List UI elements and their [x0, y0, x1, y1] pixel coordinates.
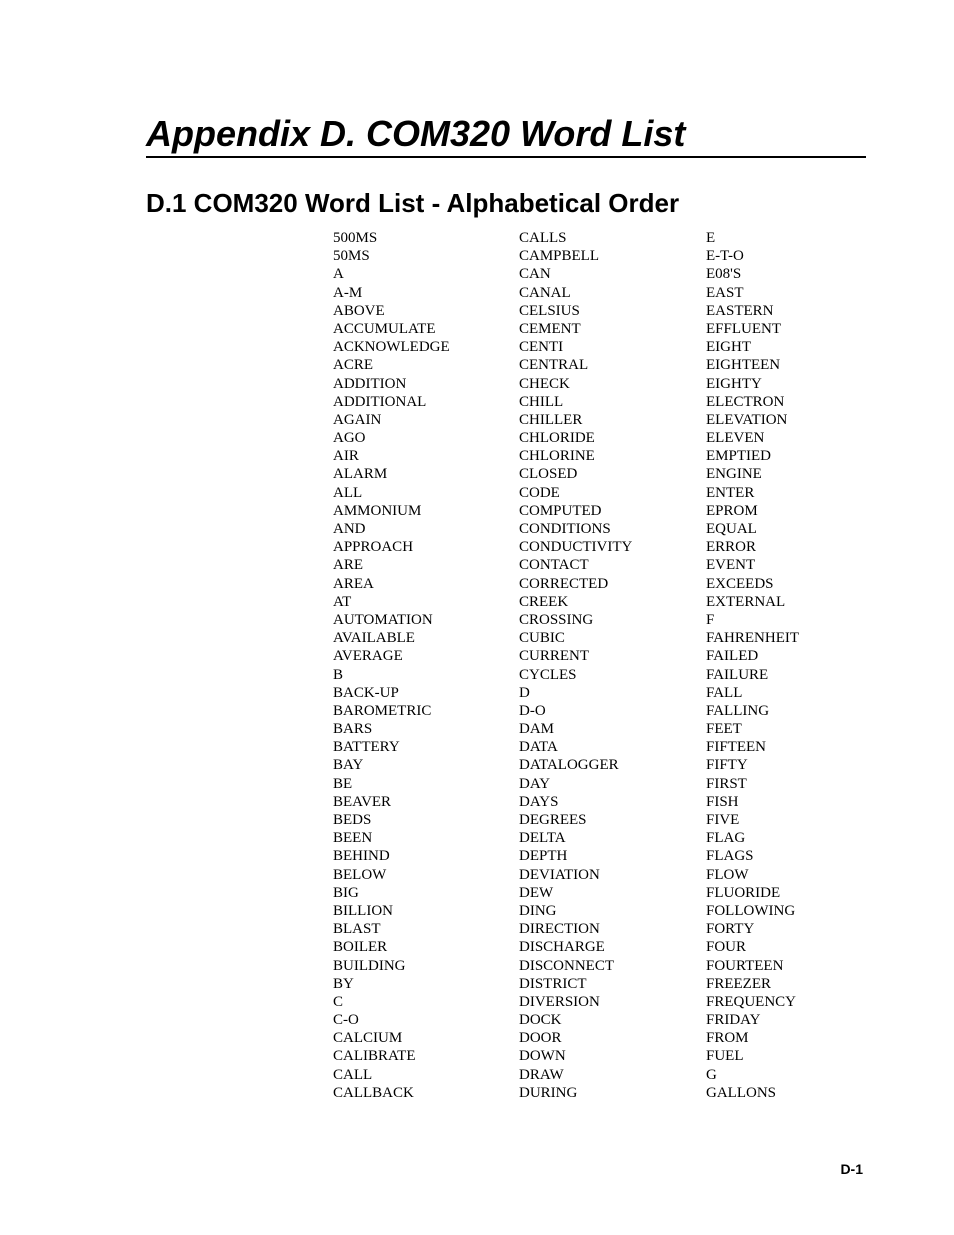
word-item: CROSSING	[519, 611, 594, 628]
word-item: CAMPBELL	[519, 248, 600, 265]
word-item: DOOR	[519, 1030, 562, 1047]
word-item: DIVERSION	[519, 993, 600, 1010]
word-item: EXCEEDS	[706, 575, 774, 592]
word-item: EPROM	[706, 502, 758, 519]
word-item: E	[706, 230, 716, 246]
word-item: ARE	[333, 557, 363, 574]
word-item: AVAILABLE	[333, 630, 415, 647]
word-item: FAHRENHEIT	[706, 630, 800, 647]
word-item: DISTRICT	[519, 975, 587, 992]
word-item: A-M	[333, 284, 363, 301]
word-item: AGAIN	[333, 411, 382, 428]
word-item: ALL	[333, 484, 363, 501]
word-item: CALLS	[519, 230, 567, 246]
word-item: FLAG	[706, 830, 746, 847]
word-item: CLOSED	[519, 466, 578, 483]
word-item: AREA	[333, 575, 374, 592]
word-item: FALL	[706, 684, 743, 701]
word-item: DOWN	[519, 1048, 566, 1065]
word-item: EAST	[706, 284, 744, 301]
word-item: ACKNOWLEDGE	[333, 339, 450, 356]
word-item: FLAGS	[706, 848, 754, 865]
word-item: FREEZER	[706, 975, 772, 992]
word-item: F	[706, 611, 715, 628]
word-item: AIR	[333, 448, 359, 465]
word-item: BEAVER	[333, 793, 392, 810]
word-item: DAM	[519, 721, 555, 738]
word-item: AT	[333, 593, 352, 610]
word-item: CAN	[519, 266, 551, 283]
word-item: BAY	[333, 757, 364, 774]
word-item: ELECTRON	[706, 393, 785, 410]
word-item: CUBIC	[519, 630, 565, 647]
word-item: FUEL	[706, 1048, 744, 1065]
word-item: BELOW	[333, 866, 387, 883]
word-item: AGO	[333, 430, 366, 447]
word-item: 50MS	[333, 248, 370, 265]
word-item: CEMENT	[519, 320, 581, 337]
word-item: DELTA	[519, 830, 566, 847]
word-item: BE	[333, 775, 353, 792]
word-item: E08'S	[706, 266, 742, 283]
word-item: FLOW	[706, 866, 749, 883]
word-item: ELEVATION	[706, 411, 788, 428]
word-item: BATTERY	[333, 739, 400, 756]
word-item: CALL	[333, 1066, 373, 1083]
word-item: BILLION	[333, 902, 393, 919]
word-item: BEEN	[333, 830, 373, 847]
word-item: DING	[519, 902, 557, 919]
word-column-1	[333, 229, 450, 1102]
word-item: BACK-UP	[333, 684, 399, 701]
word-item: ACCUMULATE	[333, 320, 436, 337]
word-item: DEVIATION	[519, 866, 600, 883]
word-item: FEET	[706, 721, 742, 738]
word-item: BUILDING	[333, 957, 406, 974]
word-item: FALLING	[706, 702, 770, 719]
word-item: CODE	[519, 484, 560, 501]
word-item: AND	[333, 521, 366, 537]
title-rule	[146, 156, 866, 158]
section-heading: D.1 COM320 Word List - Alphabetical Order	[146, 188, 680, 218]
word-item: DIRECTION	[519, 921, 600, 938]
word-item: FROM	[706, 1030, 749, 1047]
word-item: CALIBRATE	[333, 1048, 416, 1065]
word-item: DISCONNECT	[519, 957, 615, 974]
word-item: FISH	[706, 793, 739, 810]
word-item: EFFLUENT	[706, 320, 781, 337]
word-item: DEGREES	[519, 812, 587, 828]
word-item: EASTERN	[706, 302, 774, 319]
word-item: BAROMETRIC	[333, 702, 432, 719]
word-item: FOURTEEN	[706, 957, 784, 974]
word-item: ACRE	[333, 357, 374, 374]
word-item: ABOVE	[333, 302, 385, 319]
word-item: 500MS	[333, 230, 378, 246]
word-item: AVERAGE	[333, 648, 403, 665]
word-item: FIRST	[706, 775, 747, 792]
word-item: AUTOMATION	[333, 611, 433, 628]
word-column-2	[519, 229, 632, 1102]
word-item: FOUR	[706, 939, 747, 956]
word-item: CYCLES	[519, 666, 577, 683]
word-item: BY	[333, 975, 354, 992]
word-item: EXTERNAL	[706, 593, 786, 610]
word-item: CENTRAL	[519, 357, 589, 374]
word-item: ALARM	[333, 466, 388, 483]
word-item: FAILED	[706, 648, 759, 665]
word-item: BOILER	[333, 939, 388, 956]
word-item: C-O	[333, 1012, 359, 1029]
word-item: C	[333, 993, 344, 1010]
word-item: DATALOGGER	[519, 757, 619, 774]
word-item: DEPTH	[519, 848, 568, 865]
word-item: FIVE	[706, 812, 740, 828]
word-item: FIFTEEN	[706, 739, 766, 756]
word-item: DOCK	[519, 1012, 562, 1029]
word-item: CORRECTED	[519, 575, 609, 592]
word-item: CURRENT	[519, 648, 590, 665]
word-item: B	[333, 666, 344, 683]
word-item: CREEK	[519, 593, 569, 610]
word-item: FOLLOWING	[706, 902, 796, 919]
word-item: DURING	[519, 1084, 578, 1101]
word-item: ADDITION	[333, 375, 407, 392]
word-item: EIGHT	[706, 339, 751, 356]
word-item: FRIDAY	[706, 1012, 761, 1029]
word-item: FREQUENCY	[706, 993, 797, 1010]
word-item: CALLBACK	[333, 1084, 414, 1101]
word-item: CONTACT	[519, 557, 589, 574]
word-item: G	[706, 1066, 717, 1083]
word-item: DAYS	[519, 793, 559, 810]
word-item: FAILURE	[706, 666, 769, 683]
word-item: FORTY	[706, 921, 755, 938]
word-item: CENTI	[519, 339, 564, 356]
word-item: ENTER	[706, 484, 755, 501]
word-item: CHECK	[519, 375, 570, 392]
word-item: CANAL	[519, 284, 571, 301]
word-item: BIG	[333, 884, 359, 901]
word-item: DEW	[519, 884, 554, 901]
word-item: EIGHTEEN	[706, 357, 781, 374]
word-item: EVENT	[706, 557, 756, 574]
word-item: ELEVEN	[706, 430, 765, 447]
word-item: D	[519, 684, 530, 701]
word-item: CHLORIDE	[519, 430, 595, 447]
word-item: EQUAL	[706, 521, 757, 537]
word-item: DISCHARGE	[519, 939, 605, 956]
word-item: EMPTIED	[706, 448, 771, 465]
word-item: COMPUTED	[519, 502, 602, 519]
word-item: DAY	[519, 775, 551, 792]
word-item: BARS	[333, 721, 373, 738]
word-item: CALCIUM	[333, 1030, 403, 1047]
word-item: E-T-O	[706, 248, 744, 265]
page-number: D-1	[840, 1161, 863, 1177]
word-item: CHILLER	[519, 411, 583, 428]
word-item: CELSIUS	[519, 302, 580, 319]
word-item: BEDS	[333, 812, 372, 828]
word-item: CONDUCTIVITY	[519, 539, 633, 556]
word-item: D-O	[519, 702, 546, 719]
word-item: DATA	[519, 739, 558, 756]
word-column-3	[706, 229, 799, 1102]
word-item: CHILL	[519, 393, 564, 410]
word-item: BEHIND	[333, 848, 390, 865]
word-item: GALLONS	[706, 1084, 776, 1101]
word-item: FIFTY	[706, 757, 748, 774]
word-item: DRAW	[519, 1066, 564, 1083]
word-item: CHLORINE	[519, 448, 595, 465]
word-item: AMMONIUM	[333, 502, 422, 519]
word-item: BLAST	[333, 921, 381, 938]
word-item: EIGHTY	[706, 375, 762, 392]
word-item: ERROR	[706, 539, 757, 556]
word-item: FLUORIDE	[706, 884, 781, 901]
word-item: APPROACH	[333, 539, 414, 556]
word-item: CONDITIONS	[519, 521, 611, 537]
word-item: ENGINE	[706, 466, 762, 483]
word-item: ADDITIONAL	[333, 393, 427, 410]
word-item: A	[333, 266, 344, 283]
appendix-title: Appendix D. COM320 Word List	[146, 113, 686, 154]
